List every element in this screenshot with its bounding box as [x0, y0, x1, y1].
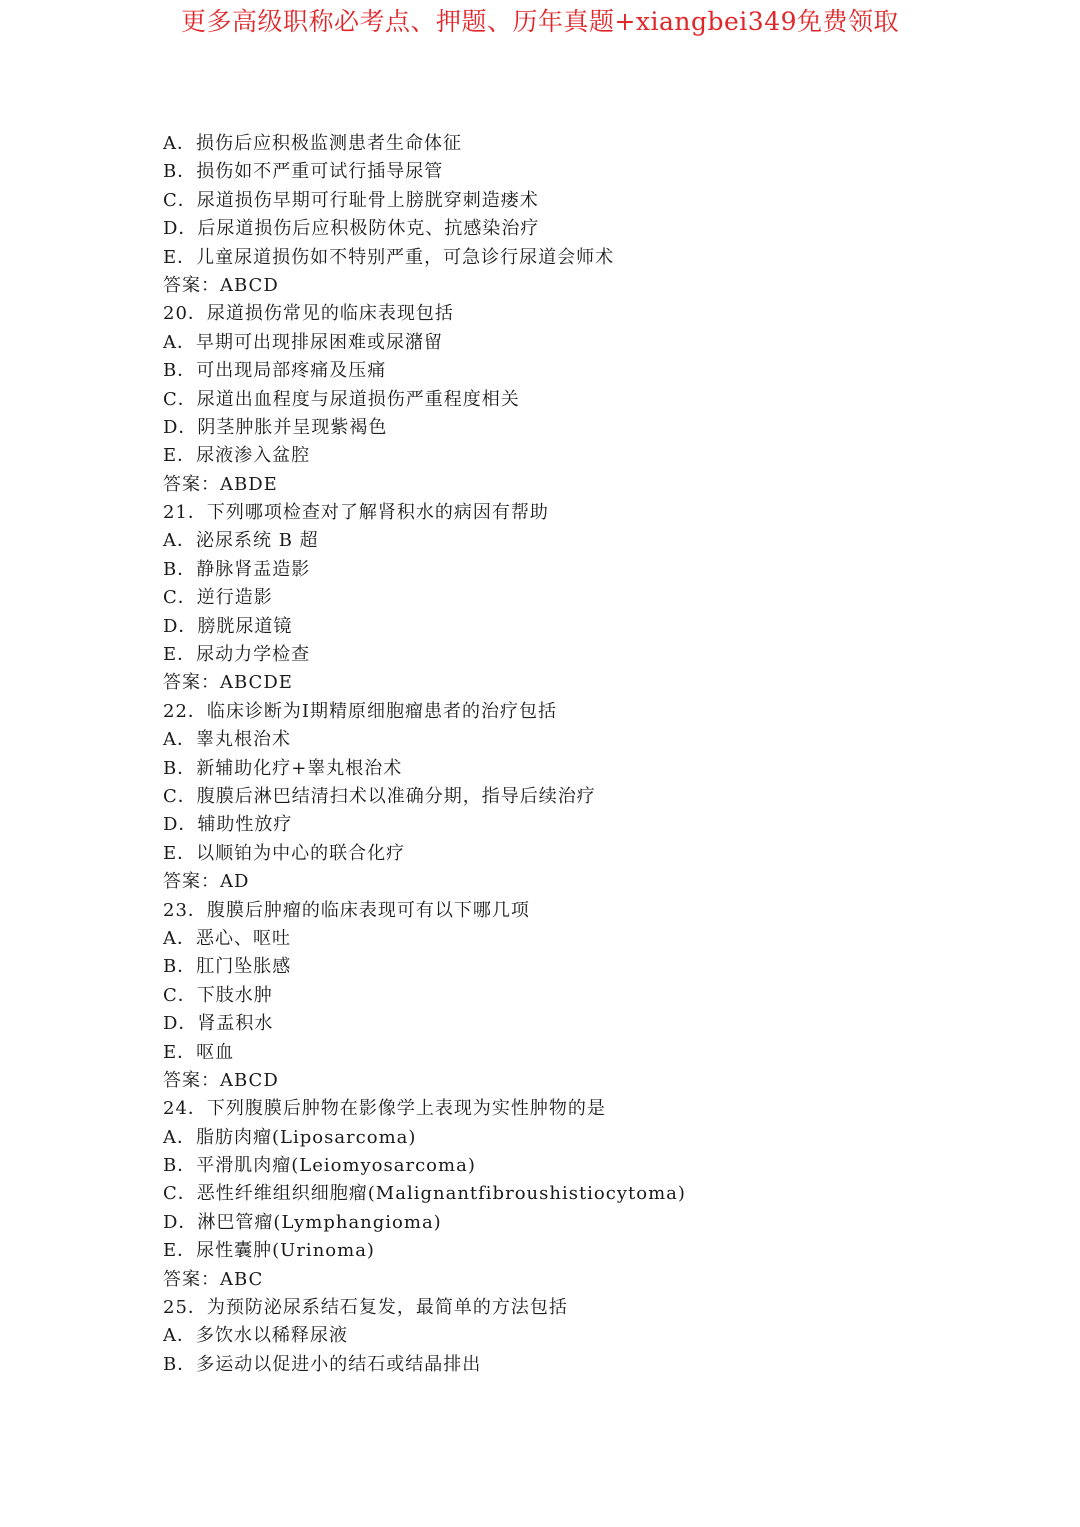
option-line: D．阴茎肿胀并呈现紫褐色 [163, 416, 388, 438]
option-line: A．多饮水以稀释尿液 [163, 1325, 348, 1347]
promo-banner: 更多高级职称必考点、押题、历年真题+xiangbei349免费领取 [180, 7, 900, 36]
question-line: 24．下列腹膜后肿物在影像学上表现为实性肿物的是 [163, 1098, 606, 1120]
question-line: 23．腹膜后肿瘤的临床表现可有以下哪几项 [163, 899, 530, 921]
answer-line: 答案：ABCD [163, 274, 279, 296]
answer-line: 答案：ABDE [163, 473, 278, 495]
option-line: C．尿道出血程度与尿道损伤严重程度相关 [163, 388, 520, 410]
option-line: C．恶性纤维组织细胞瘤(Malignantfibroushistiocytoma) [163, 1183, 686, 1205]
option-line: C．逆行造影 [163, 587, 273, 609]
option-line: C．下肢水肿 [163, 984, 273, 1006]
option-line: A．恶心、呕吐 [163, 927, 291, 949]
answer-line: 答案：AD [163, 871, 250, 893]
option-line: B．损伤如不严重可试行插导尿管 [163, 161, 444, 183]
option-line: A．睾丸根治术 [163, 729, 291, 751]
question-line: 25．为预防泌尿系结石复发，最简单的方法包括 [163, 1297, 568, 1319]
option-line: B．静脉肾盂造影 [163, 558, 311, 580]
option-line: E．儿童尿道损伤如不特别严重，可急诊行尿道会师术 [163, 246, 615, 268]
option-line: D．后尿道损伤后应积极防休克、抗感染治疗 [163, 218, 540, 240]
option-line: E．尿液渗入盆腔 [163, 445, 311, 467]
option-line: B．肛门坠胀感 [163, 956, 292, 978]
option-line: A．早期可出现排尿困难或尿潴留 [163, 331, 443, 353]
option-line: D．膀胱尿道镜 [163, 615, 293, 637]
option-line: A．泌尿系统 B 超 [163, 530, 319, 552]
option-line: D．淋巴管瘤(Lymphangioma) [163, 1211, 442, 1233]
option-line: D．肾盂积水 [163, 1013, 274, 1035]
option-line: E．呕血 [163, 1041, 235, 1063]
option-line: A．损伤后应积极监测患者生命体征 [163, 133, 462, 154]
document-body [163, 130, 1023, 1379]
option-line: D．辅助性放疗 [163, 814, 293, 836]
option-line: B．平滑肌肉瘤(Leiomyosarcoma) [163, 1155, 476, 1177]
option-line: E．尿性囊肿(Urinoma) [163, 1240, 375, 1262]
option-line: C．腹膜后淋巴结清扫术以准确分期，指导后续治疗 [163, 785, 596, 807]
question-line: 20．尿道损伤常见的临床表现包括 [163, 303, 454, 325]
option-line: B．多运动以促进小的结石或结晶排出 [163, 1353, 482, 1375]
option-line: E．以顺铂为中心的联合化疗 [163, 842, 406, 864]
option-line: B．可出现局部疼痛及压痛 [163, 360, 387, 382]
option-line: A．脂肪肉瘤(Liposarcoma) [163, 1126, 417, 1148]
option-line: E．尿动力学检查 [163, 644, 311, 666]
option-line: B．新辅助化疗+睾丸根治术 [163, 757, 403, 779]
question-line: 22．临床诊断为I期精原细胞瘤患者的治疗包括 [163, 700, 558, 722]
answer-line: 答案：ABC [163, 1268, 264, 1290]
answer-line: 答案：ABCD [163, 1069, 279, 1091]
question-line: 21．下列哪项检查对了解肾积水的病因有帮助 [163, 502, 549, 524]
option-line: C．尿道损伤早期可行耻骨上膀胱穿刺造瘘术 [163, 189, 539, 211]
answer-line: 答案：ABCDE [163, 672, 293, 694]
